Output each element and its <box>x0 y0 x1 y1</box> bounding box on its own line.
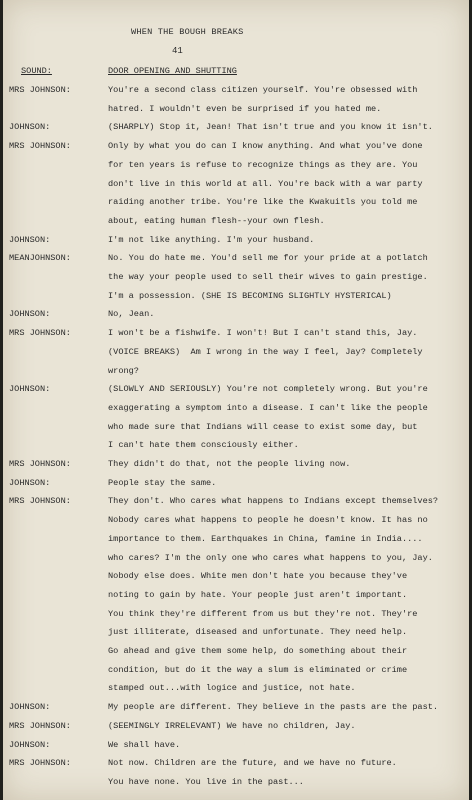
dialogue-text: I won't be a fishwife. I won't! But I can't stand this, Jay. <box>108 328 418 339</box>
speaker-label: JOHNSON: <box>9 739 51 750</box>
dialogue-text: You have none. You live in the past... <box>108 776 304 787</box>
dialogue-text: I'm a possession. (SHE IS BECOMING SLIGHTLY HYSTERICAL) <box>108 290 392 301</box>
dialogue-text: who made sure that Indians will cease to exist some day, but <box>108 421 418 432</box>
speaker-label: JOHNSON: <box>9 122 51 133</box>
speaker-label: JOHNSON: <box>9 477 51 488</box>
speaker-label: MRS JOHNSON: <box>9 328 71 339</box>
dialogue-text: hatred. I wouldn't even be surprised if you hated me. <box>108 103 382 114</box>
speaker-label: MRS JOHNSON: <box>9 459 71 469</box>
dialogue-text: Not now. Children are the future, and we have no future. <box>108 758 397 769</box>
dialogue-text: for ten years is refuse to recognize things as they are. You <box>108 159 418 170</box>
dialogue-text: condition, but do it the way a slum is eliminated or crime <box>108 664 408 675</box>
dialogue-text: My people are different. They believe in the pasts are the past. <box>108 702 439 713</box>
dialogue-text: I can't hate them consciously either. <box>108 440 299 451</box>
speaker-label: MRS JOHNSON: <box>9 141 71 152</box>
speaker-label: JOHNSON: <box>9 309 51 320</box>
dialogue-text: exaggerating a symptom into a disease. I can't like the people <box>108 402 428 413</box>
dialogue-text: Go ahead and give them some help, do something about their <box>108 646 408 656</box>
dialogue-text: Nobody cares what happens to people he doesn't know. It has no <box>108 515 428 526</box>
dialogue-text: noting to gain by hate. Your people just aren't important. <box>108 589 408 600</box>
speaker-label: MRS JOHNSON: <box>9 85 71 95</box>
speaker-label: MRS JOHNSON: <box>9 758 71 769</box>
dialogue-text: No. You do hate me. You'd sell me for your pride at a potlatch <box>108 253 428 264</box>
dialogue-text: stamped out...with logice and justice, not hate. <box>108 683 356 694</box>
speaker-label: JOHNSON: <box>9 234 51 245</box>
speaker-label: MEANJOHNSON: <box>9 253 71 264</box>
dialogue-text: about, eating human flesh--your own flesh. <box>108 215 325 226</box>
speaker-label: MRS JOHNSON: <box>9 720 71 731</box>
dialogue-text: I'm not like anything. I'm your husband. <box>108 234 315 245</box>
dialogue-text: (VOICE BREAKS) Am I wrong in the way I feel, Jay? Completely <box>108 346 423 357</box>
dialogue-text: They don't. Who cares what happens to Indians except themselves? <box>108 496 439 507</box>
dialogue-text: raiding another tribe. You're like the Kwakuitls you told me <box>108 197 418 208</box>
dialogue-text: importance to them. Earthquakes in China, famine in India.... <box>108 533 423 544</box>
dialogue-text: wrong? <box>108 365 139 376</box>
dialogue-text: just illiterate, diseased and unfortunate. They need help. <box>108 627 408 638</box>
script-title: WHEN THE BOUGH BREAKS <box>131 27 244 37</box>
dialogue-text: They didn't do that, not the people living now. <box>108 459 351 469</box>
dialogue-text: No, Jean. <box>108 309 155 320</box>
sound-cue-label: SOUND: <box>21 66 52 76</box>
speaker-label: MRS JOHNSON: <box>9 496 71 507</box>
dialogue-text: (SHARPLY) Stop it, Jean! That isn't true and you know it isn't. <box>108 122 433 133</box>
dialogue-text: We shall have. <box>108 739 181 750</box>
speaker-label: JOHNSON: <box>9 384 51 395</box>
speaker-label: JOHNSON: <box>9 702 51 713</box>
dialogue-text: (SLOWLY AND SERIOUSLY) You're not completely wrong. But you're <box>108 384 428 395</box>
dialogue-text: Nobody else does. White men don't hate you because they've <box>108 571 408 582</box>
dialogue-text: You're a second class citizen yourself. You're obsessed with <box>108 85 418 95</box>
dialogue-text: (SEEMINGLY IRRELEVANT) We have no children, Jay. <box>108 720 356 731</box>
script-page <box>3 0 469 800</box>
dialogue-text: who cares? I'm the only one who cares what happens to you, Jay. <box>108 552 433 563</box>
dialogue-text: don't live in this world at all. You're back with a war party <box>108 178 423 189</box>
dialogue-text: the way your people used to sell their wives to gain prestige. <box>108 272 428 282</box>
dialogue-text: Only by what you do can I know anything. And what you've done <box>108 141 423 152</box>
page-number: 41 <box>172 46 183 56</box>
dialogue-text: You think they're different from us but they're not. They're <box>108 608 418 619</box>
dialogue-text: People stay the same. <box>108 477 217 488</box>
sound-cue-text: DOOR OPENING AND SHUTTING <box>108 66 237 76</box>
